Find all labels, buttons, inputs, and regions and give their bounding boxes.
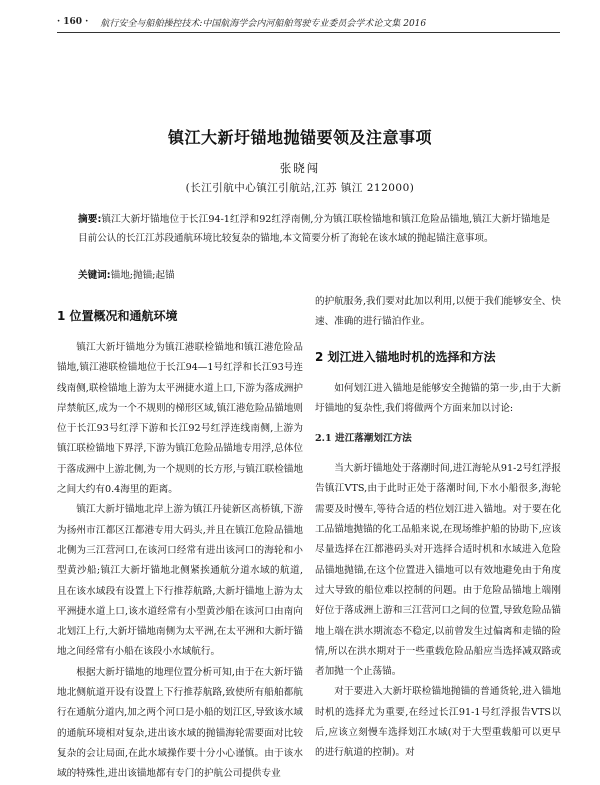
- keywords-text: 锚地;抛锚;起锚: [110, 270, 175, 281]
- paragraph: 根据大新圩锚地的地理位置分析可知,由于在大新圩锚地北侧航道开设有设置上下行推荐航路,致使所有船舶都航行在通航分道内,加之两个河口是小船的划江区,导致该水域的通航环境相对复杂,进出该水域的抛锚海轮需要面对比较复杂的会让局面,在此水域操作要十分小心谨慎。由于该水域的特殊性,进出该锚地都有专门的护航公司提供专业: [57, 666, 303, 780]
- paragraph: 镇江大新圩锚地分为镇江港联检锚地和镇江港危险品锚地,镇江港联检锚地位于长江94—1号红浮和长江93号连线南侧,联检锚地上游为太平洲捷水道上口,下游为落成洲护岸禁航区,成为一个不规则的梯形区域,镇江港危险品锚地则位于长江93号红浮下游和长江92号红浮连线南侧,上游为镇江联检锚地下界浮,下游为镇江危险品锚地专用浮,总体位于落成洲中上游北侧,为一个规则的长方形,与镇江联检锚地之间大约有0.4海里的距离。: [57, 342, 303, 496]
- paragraph: 当大新圩锚地处于落潮时间,进江海轮从91-2号红浮报告镇江VTS,由于此时正处于落潮时间,下水小船很多,海轮需要及时慢车,等待合适的档位划江进入锚地。对于要在化工品锚地抛锚的化工品船来说,在现场维护船的协助下,应该尽量选择在江都港码头对开选择合适时机和水域进入危险品锚地抛锚,在这个位置进入锚地可以有效地避免由于角度过大导致的船位难以控制的问题。由于危险品锚地上端刚好位于落成洲上游和三江营河口之间的位置,导致危险品锚地上端在洪水期流态不稳定,以前曾发生过偏离和走锚的险情,所以在洪水期对于一些重载危险品船应当选择减双路或者加抛一个止荡锚。: [315, 463, 561, 678]
- article-title: 镇江大新圩锚地抛锚要领及注意事项: [167, 128, 432, 147]
- header-rule: [57, 32, 560, 33]
- paragraph-continuation: 的护航服务,我们要对此加以利用,以便于我们能够安全、快速、准确的进行锚泊作业。: [315, 296, 561, 328]
- paragraph: 镇江大新圩锚地北岸上游为镇江丹徒新区高桥镇,下游为扬州市江都区江都港专用大码头,并且在镇江危险品锚地北侧为三江营河口,在该河口经常有进出该河口的海轮和小型黄沙船;镇江大新圩锚地北侧紧挨通航分道水域的航道,且在该水域段有设置上下行推荐航路,大新圩锚地上游为太平洲捷水道上口,该水道经常有小型黄沙船在该河口由南向北划江上行,大新圩锚地南侧为太平洲,在太平洲和大新圩锚地之间经常有小船在该段小水域航行。: [57, 504, 303, 658]
- section-2-heading: 2 划江进入锚地时机的选择和方法: [315, 349, 496, 364]
- affiliation: (长江引航中心镇江引航站,江苏 镇江 212000): [185, 182, 415, 194]
- left-column: [57, 292, 303, 785]
- section-1-heading: 1 位置概况和通航环境: [57, 309, 178, 323]
- journal-title: 航行安全与船舶操控技术:中国航海学会内河船舶驾驶专业委员会学术论文集 2016: [100, 18, 427, 29]
- subsection-2-1-heading: 2.1 进江落潮划江方法: [315, 433, 412, 445]
- paragraph: 对于要进入大新圩联检锚地抛锚的普通货轮,进入锚地时机的选择尤为重要,在经过长江91-1号红浮报告VTS以后,应该立刻慢车选择划江水域(对于大型重载船可以更早的进行航道的控制)。对: [315, 686, 561, 759]
- keywords-label: 关键词:: [78, 270, 111, 281]
- page-number: · 160 ·: [57, 17, 89, 27]
- abstract-label: 摘要:: [78, 214, 102, 225]
- keywords: [78, 268, 550, 284]
- author: 张晓闯: [279, 161, 321, 175]
- running-header: [57, 14, 560, 30]
- paragraph: 如何划江进入锚地是能够安全抛锚的第一步,由于大新圩锚地的复杂性,我们将做两个方面来加以讨论:: [315, 382, 561, 414]
- abstract-text: 镇江大新圩锚地位于长江94-1红浮和92红浮南侧,分为镇江联检锚地和镇江危险品锚地,镇江大新圩锚地是目前公认的长江江苏段通航环境比较复杂的锚地,本文简要分析了海轮在该水域的抛起锚注意事项。: [78, 214, 550, 244]
- abstract: [78, 210, 550, 248]
- right-column: [315, 292, 561, 764]
